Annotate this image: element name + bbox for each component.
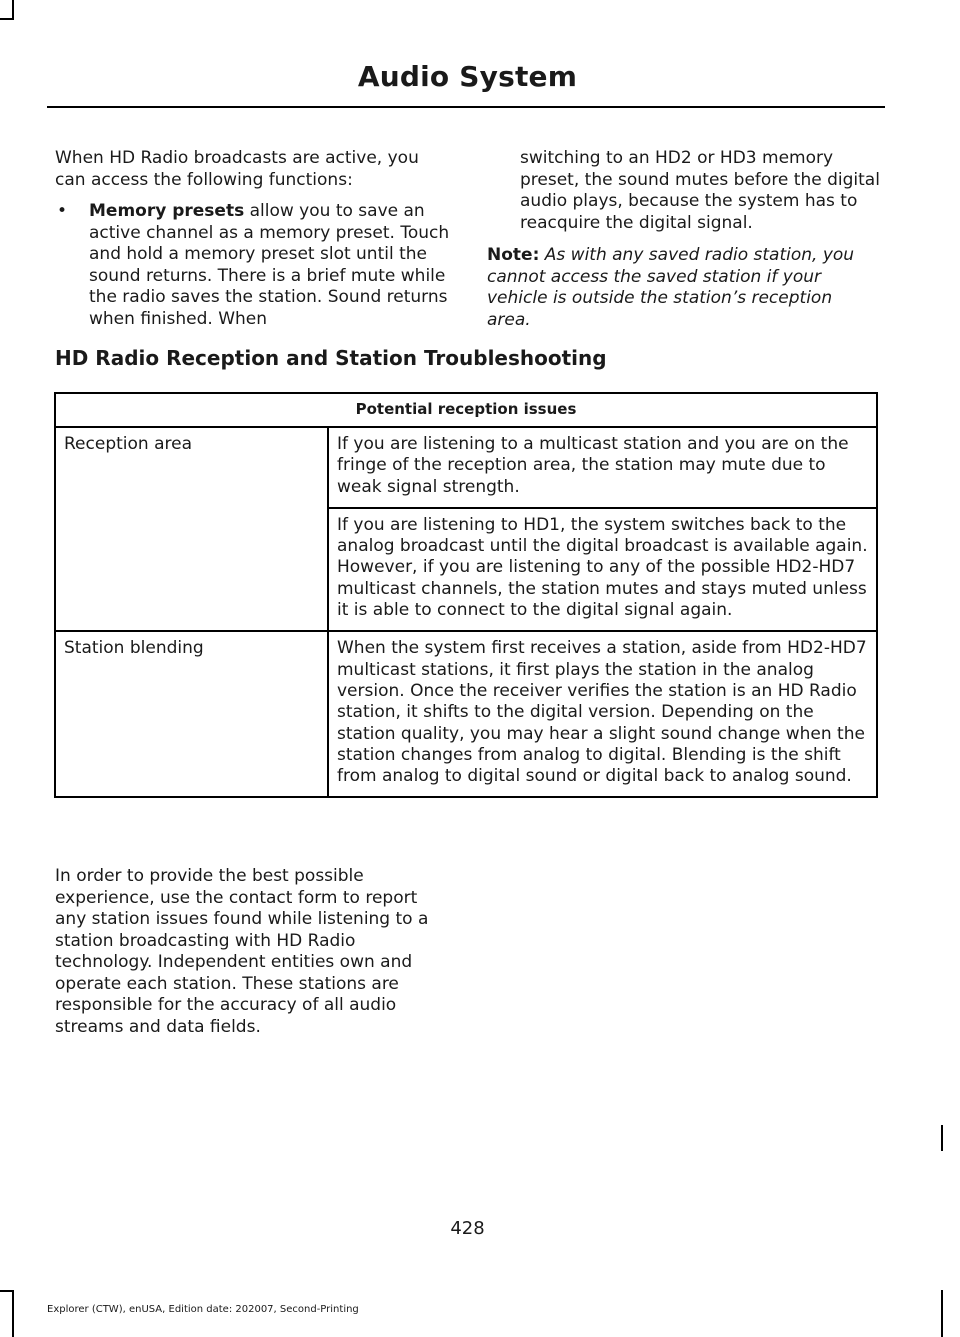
memory-presets-bullet: [55, 201, 450, 330]
note-text: As with any saved radio station, you cannot access the saved station if your vehicle is outside the station’s reception area.: [487, 245, 855, 330]
intro-lead: When HD Radio broadcasts are active, you can access the following functions:: [55, 148, 419, 190]
table-header: Potential reception issues: [55, 393, 877, 427]
memory-presets-text: allow you to save an active channel as a memory preset. Touch and hold a memory preset slot until the sound returns. There is a brief mute while the radio saves the station. Sound returns when finished. When: [89, 201, 450, 329]
header-rule: [47, 106, 885, 108]
page-title: Audio System: [357, 60, 578, 93]
note-paragraph: [487, 245, 880, 331]
station-blending-text: When the system first receives a station, aside from HD2-HD7 multicast stations, it first plays the station in the analog version. Once the receiver verifies the station is an HD Radio station, it shifts to the digital version. Depending on the station quality, you may hear a slight sound change when the station changes from analog to digital. Blending is the shift from analog to digital sound or digital back to analog sound.: [328, 631, 877, 797]
memory-presets-continued: switching to an HD2 or HD3 memory preset, the sound mutes before the digital audio plays, because the system has to reacquire the digital signal.: [520, 148, 880, 233]
crop-mark-bottom-right-vertical: [941, 1290, 943, 1337]
crop-mark-top-left-horizontal: [0, 18, 14, 20]
crop-mark-right-edge-vertical: [941, 1125, 943, 1151]
footer-edition: Explorer (CTW), enUSA, Edition date: 202007, Second-Printing: [47, 1304, 359, 1315]
crop-mark-top-left-vertical: [12, 0, 14, 20]
memory-presets-term: Memory presets: [89, 201, 245, 221]
table-row: [55, 427, 877, 508]
station-blending-label: Station blending: [55, 631, 328, 797]
intro-left-column: [55, 148, 450, 330]
crop-mark-bottom-left-vertical: [12, 1290, 14, 1337]
bullet-mark: •: [57, 201, 68, 221]
note-label: Note:: [487, 245, 540, 265]
section-heading: HD Radio Reception and Station Troubleshooting: [55, 346, 607, 370]
reception-area-text-1: If you are listening to a multicast station and you are on the fringe of the reception area, the station may mute due to weak signal strength.: [328, 427, 877, 508]
reception-issues-table: [54, 392, 878, 798]
table-row: [55, 631, 877, 797]
closing-paragraph: In order to provide the best possible experience, use the contact form to report any station issues found while listening to a station broadcasting with HD Radio technology. Independent entities own and operate each station. These stations are responsible for the accuracy of all audio streams and data fields.: [55, 866, 429, 1037]
reception-area-label: Reception area: [55, 427, 328, 631]
page-number: 428: [450, 1218, 485, 1239]
intro-right-column: [487, 148, 880, 331]
reception-area-text-2: If you are listening to HD1, the system switches back to the analog broadcast until the digital broadcast is available again. However, if you are listening to any of the possible HD2-HD7 multicast channels, the station mutes and stays muted unless it is able to connect to the digital signal again.: [328, 508, 877, 631]
crop-mark-bottom-left-horizontal: [0, 1290, 14, 1292]
